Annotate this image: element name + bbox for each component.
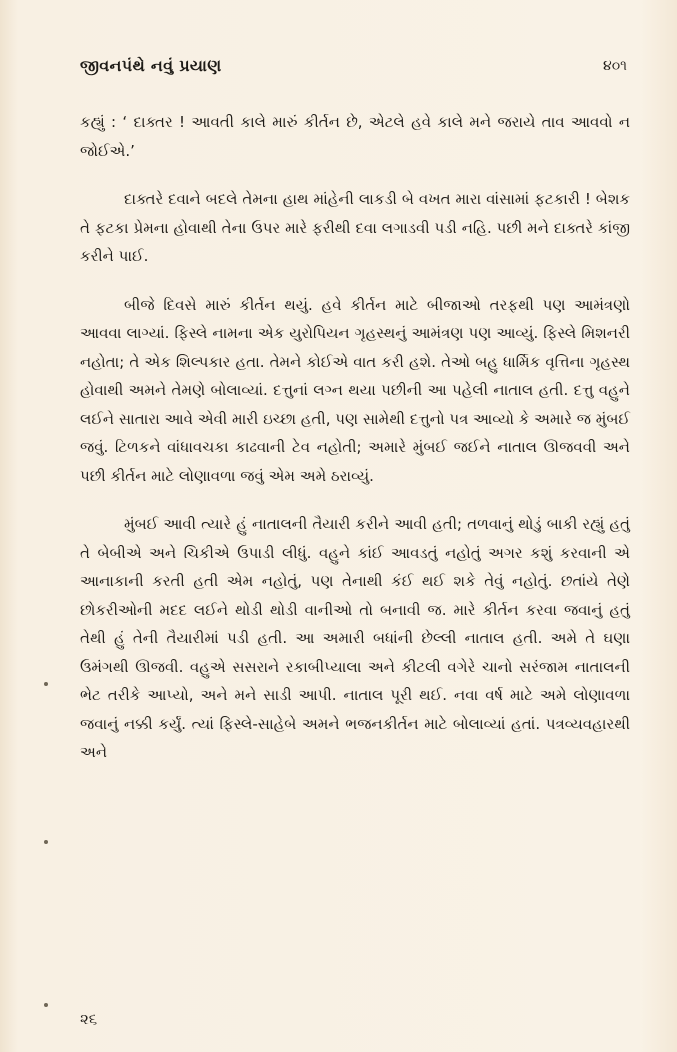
body-text <box>80 108 630 787</box>
running-head: જીવનપંથે નવું પ્રયાણ <box>80 56 222 75</box>
paragraph: મુંબઈ આવી ત્યારે હું નાતાલની તૈયારી કરીને આવી હતી; તળવાનું થોડું બાકી રહ્યું હતું તે બેબીએ અને ચિકીએ ઉપાડી લીધું. વહુને કાંઈ આવડતું નહોતું અગર કશું કરવાની એ આનાકાની કરતી હતી એમ નહોતું, પણ તેનાથી કંઈ થઈ શકે તેવું નહોતું. છતાંયે તેણે છોકરીઓની મદદ લઈને થોડી થોડી વાનીઓ તો બનાવી જ. મારે કીર્તન કરવા જવાનું હતું તેથી હું તેની તૈયારીમાં પડી હતી. આ અમારી બધાંની છેલ્લી નાતાલ હતી. અમે તે ઘણા ઉમંગથી ઊજવી. વહુએ સસરાને રકાબીપ્યાલા અને કીટલી વગેરે ચાનો સરંજામ નાતાલની ભેટ તરીકે આપ્યો, અને મને સાડી આપી. નાતાલ પૂરી થઈ. નવા વર્ષ માટે અમે લોણાવળા જવાનું નક્કી કર્યું. ત્યાં ફિસ્લે-સાહેબે અમને ભજનકીર્તન માટે બોલાવ્યાં હતાં. પત્રવ્યવહારથી અને <box>80 515 630 761</box>
scan-speck <box>44 840 48 844</box>
page-number: ૪૦૧ <box>603 58 627 74</box>
signature-mark: ૨૬ <box>80 1010 98 1028</box>
page-header <box>80 54 627 84</box>
paragraph: બીજે દિવસે મારું કીર્તન થયું. હવે કીર્તન માટે બીજાઓ તરફથી પણ આમંત્રણો આવવા લાગ્યાં. ફિસ્લે નામના એક યુરોપિયન ગૃહસ્થનું આમંત્રણ પણ આવ્યું. ફિસ્લે મિશનરી નહોતા; તે એક શિલ્પકાર હતા. તેમને કોઈએ વાત કરી હશે. તેઓ બહુ ધાર્મિક વૃત્તિના ગૃહસ્થ હોવાથી અમને તેમણે બોલાવ્યાં. દત્તુનાં લગ્ન થયા પછીની આ પહેલી નાતાલ હતી. દત્તુ વહુને લઈને સાતારા આવે એવી મારી ઇચ્છા હતી, પણ સામેથી દત્તુનો પત્ર આવ્યો કે અમારે જ મુંબઈ જવું. ટિળકને વાંધાવચકા કાઢવાની ટેવ નહોતી; અમારે મુંબઈ જઈને નાતાલ ઊજવવી અને પછી કીર્તન માટે લોણાવળા જવું એમ અમે ઠરાવ્યું. <box>80 295 630 485</box>
paragraph-continued: કહ્યું : ‘ દાક્તર ! આવતી કાલે મારું કીર્તન છે, એટલે હવે કાલે મને જરાયે તાવ આવવો ન જોઈએ.’ <box>80 113 630 160</box>
scan-speck <box>44 682 48 686</box>
scan-speck <box>44 1003 48 1007</box>
paragraph: દાક્તરે દવાને બદલે તેમના હાથ માંહેની લાકડી બે વખત મારા વાંસામાં ફટકારી ! બેશક તે ફટકા પ્રેમના હોવાથી તેના ઉપર મારે ફરીથી દવા લગાડવી પડી નહિ. પછી મને દાક્તરે કાંજી કરીને પાઈ. <box>80 190 630 265</box>
